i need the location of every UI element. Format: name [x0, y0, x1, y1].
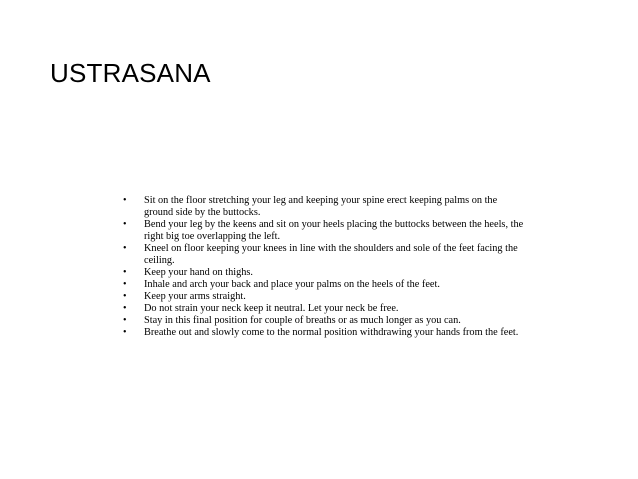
bullet-icon: •: [123, 327, 127, 338]
list-item-text: Sit on the floor stretching your leg and keeping your spine erect keeping palms on the ground side by the buttocks.: [144, 195, 498, 218]
bullet-icon: •: [123, 315, 127, 326]
list-item: [118, 219, 528, 243]
list-item-text: Bend your leg by the keens and sit on your heels placing the buttocks between the heels, the right big toe overlapping the left.: [144, 219, 524, 242]
list-item-text: Stay in this final position for couple of breaths or as much longer as you can.: [144, 315, 461, 326]
bullet-icon: •: [123, 195, 127, 206]
bullet-icon: •: [123, 219, 127, 230]
list-item: [118, 267, 528, 279]
list-item-text: Keep your arms straight.: [144, 291, 246, 302]
list-item-text: Inhale and arch your back and place your palms on the heels of the feet.: [144, 279, 440, 290]
list-item: [118, 315, 528, 327]
bullet-icon: •: [123, 243, 127, 254]
list-item: [118, 195, 528, 219]
list-item: [118, 291, 528, 303]
slide-title: USTRASANA: [50, 58, 211, 88]
list-item-text: Keep your hand on thighs.: [144, 267, 253, 278]
bullet-icon: •: [123, 291, 127, 302]
bullet-icon: •: [123, 267, 127, 278]
instruction-list: [118, 195, 528, 339]
list-item: [118, 243, 528, 267]
list-item-text: Kneel on floor keeping your knees in line with the shoulders and sole of the feet facing the ceiling.: [144, 243, 518, 266]
list-item-text: Do not strain your neck keep it neutral. Let your neck be free.: [144, 303, 399, 314]
list-item: [118, 279, 528, 291]
bullet-icon: •: [123, 279, 127, 290]
list-item: [118, 303, 528, 315]
list-item: [118, 327, 528, 339]
bullet-icon: •: [123, 303, 127, 314]
list-item-text: Breathe out and slowly come to the normal position withdrawing your hands from the feet.: [144, 327, 519, 338]
